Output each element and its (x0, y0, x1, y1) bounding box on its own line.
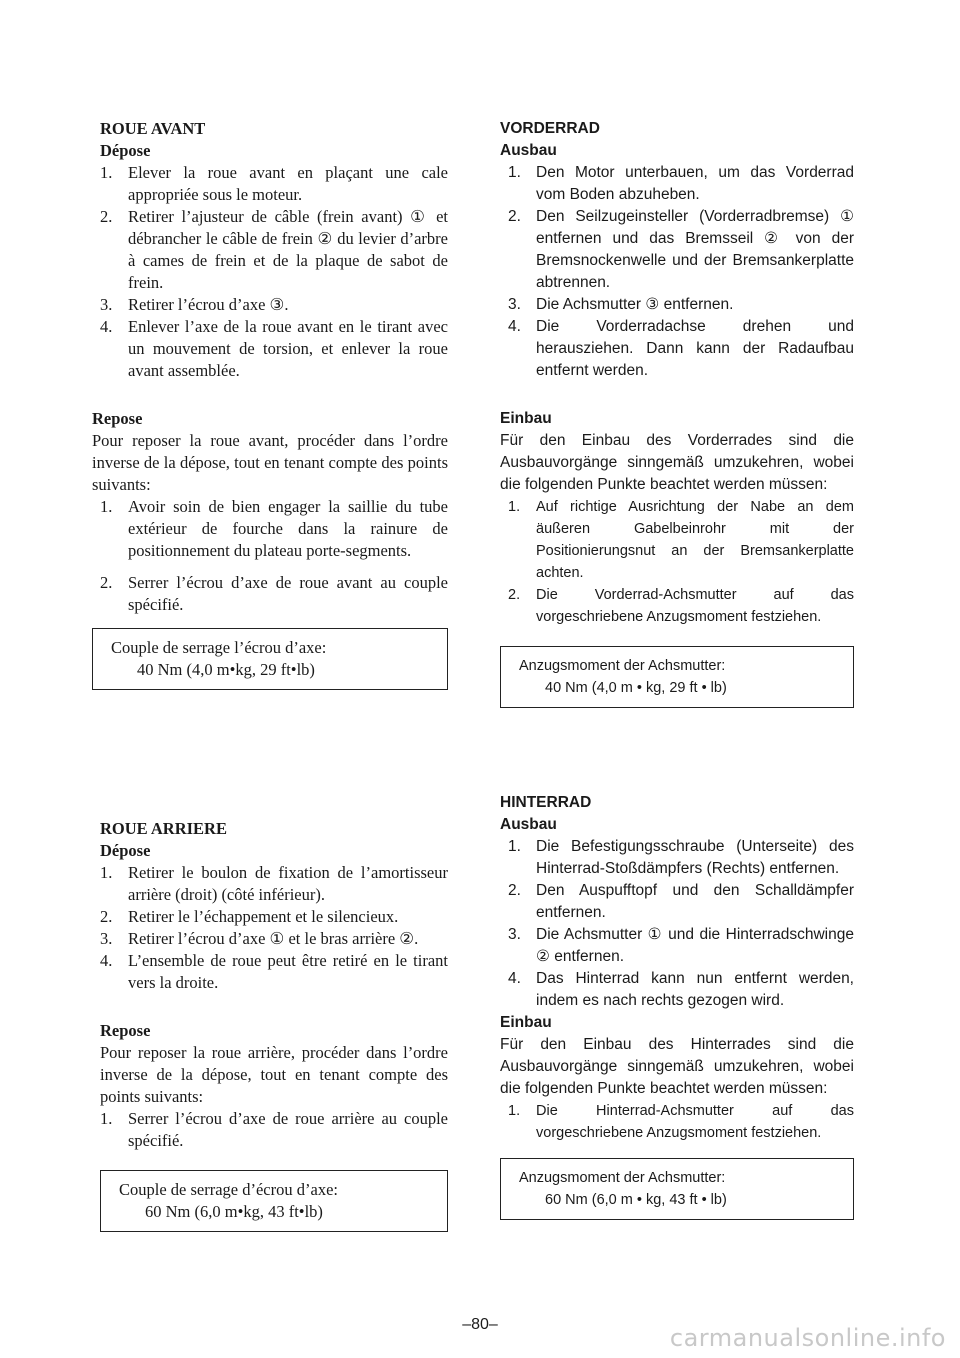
step-text: Den Seilzugeinsteller (Vorderradbremse) ① entfernen und das Bremsseil ② von der Bremsnockenwelle und der Bremsankerplatte abtrennen. (536, 208, 854, 291)
torque-label: Couple de serrage l’écrou d’axe: (111, 638, 327, 657)
torque-spec-box (100, 1170, 448, 1232)
de-front-section (500, 118, 854, 708)
step-number: 2. (100, 573, 113, 592)
install-heading: Repose (92, 409, 143, 428)
step-number: 1. (100, 497, 113, 516)
install-heading: Einbau (500, 1014, 552, 1031)
torque-spec-box (92, 628, 448, 690)
step-text: Retirer le l’échappement et le silencieux. (128, 907, 399, 926)
step-number: 1. (100, 1109, 113, 1128)
removal-heading: Ausbau (500, 816, 557, 833)
step-text: Serrer l’écrou d’axe de roue arrière au couple spécifié. (128, 1109, 448, 1150)
step-text: Die Vorderradachse drehen und herausziehen. Dann kann der Radaufbau entfernt werden. (536, 318, 854, 379)
step-number: 1. (508, 499, 521, 515)
step-text: Den Auspufftopf und den Schalldämpfer entfernen. (536, 882, 854, 921)
torque-value: 60 Nm (6,0 m•kg, 43 ft•lb) (145, 1202, 323, 1221)
step-text: Retirer l’ajusteur de câble (frein avant) ① et débrancher le câble de frein ② du levier d’arbre à cames de frein et de la plaque de sabot de frein. (128, 207, 448, 292)
step-text: Das Hinterrad kann nun entfernt werden, indem es nach rechts gezogen wird. (536, 970, 854, 1009)
list-item (92, 294, 448, 316)
torque-value: 60 Nm (6,0 m • kg, 43 ft • lb) (545, 1192, 727, 1208)
removal-heading: Dépose (100, 141, 151, 160)
list-item (500, 836, 854, 880)
list-item (92, 206, 448, 294)
install-intro: Pour reposer la roue arrière, procéder dans l’ordre inverse de la dépose, tout en tenant compte des points suivants: (100, 1043, 448, 1106)
fr-front-section (92, 118, 448, 690)
step-number: 2. (100, 907, 113, 926)
step-number: 2. (508, 882, 521, 899)
removal-heading: Ausbau (500, 142, 557, 159)
list-item (500, 316, 854, 382)
list-item (500, 162, 854, 206)
step-text: Auf richtige Ausrichtung der Nabe an dem äußeren Gabelbeinrohr mit der Positionierungsnut an der Bremsankerplatte achten. (536, 499, 854, 581)
list-item (500, 584, 854, 628)
step-text: Die Hinterrad-Achsmutter auf das vorgeschriebene Anzugsmoment festziehen. (536, 1103, 854, 1141)
list-item (92, 862, 448, 906)
list-item (92, 162, 448, 206)
step-text: Retirer l’écrou d’axe ① et le bras arrière ②. (128, 929, 419, 948)
step-number: 1. (100, 163, 113, 182)
step-number: 1. (100, 863, 113, 882)
install-heading: Einbau (500, 410, 552, 427)
torque-label: Anzugsmoment der Achsmutter: (519, 1170, 726, 1186)
step-number: 3. (100, 929, 113, 948)
list-item (500, 924, 854, 968)
list-item (500, 1100, 854, 1144)
section-title: VORDERRAD (500, 120, 600, 137)
step-number: 4. (100, 317, 113, 336)
install-intro: Für den Einbau des Vorderrades sind die Ausbauvorgänge sinngemäß umzukehren, wobei die folgenden Punkte beachtet werden müssen: (500, 432, 854, 493)
step-text: Den Motor unterbauen, um das Vorderrad vom Boden abzuheben. (536, 164, 854, 203)
torque-label: Anzugsmoment der Achsmutter: (519, 658, 726, 674)
section-title: ROUE ARRIERE (100, 819, 227, 838)
step-number: 1. (508, 1103, 521, 1119)
step-number: 2. (508, 587, 521, 603)
step-text: L’ensemble de roue peut être retiré en le tirant vers la droite. (128, 951, 448, 992)
list-item (92, 950, 448, 994)
list-item (500, 880, 854, 924)
step-text: Die Vorderrad-Achsmutter auf das vorgeschriebene Anzugsmoment festziehen. (536, 587, 854, 625)
list-item (92, 316, 448, 382)
removal-steps (92, 162, 448, 382)
install-steps (92, 496, 448, 616)
install-steps (500, 1100, 854, 1144)
step-number: 3. (100, 295, 113, 314)
list-item (500, 294, 854, 316)
step-text: Avoir soin de bien engager la saillie du tube extérieur de fourche dans la rainure de positionnement du plateau porte-segments. (128, 497, 448, 560)
list-item (92, 928, 448, 950)
fr-rear-section (92, 818, 448, 1232)
list-item (92, 906, 448, 928)
removal-steps (500, 162, 854, 382)
torque-spec-box (500, 646, 854, 708)
step-text: Elever la roue avant en plaçant une cale appropriée sous le moteur. (128, 163, 448, 204)
install-steps (92, 1108, 448, 1152)
install-intro: Pour reposer la roue avant, procéder dans l’ordre inverse de la dépose, tout en tenant compte des points suivants: (92, 431, 448, 494)
list-item (92, 572, 448, 616)
step-number: 3. (508, 926, 521, 943)
torque-spec-box (500, 1158, 854, 1220)
install-steps (500, 496, 854, 628)
torque-value: 40 Nm (4,0 m•kg, 29 ft•lb) (137, 660, 315, 679)
list-item (500, 206, 854, 294)
removal-steps (500, 836, 854, 1012)
removal-steps (92, 862, 448, 994)
list-item (500, 496, 854, 584)
step-text: Die Achsmutter ① und die Hinterradschwinge ② entfernen. (536, 926, 854, 965)
step-text: Die Befestigungsschraube (Unterseite) des Hinterrad-Stoßdämpfers (Rechts) entfernen. (536, 838, 854, 877)
page-number: –80– (462, 1316, 498, 1333)
watermark: carmanualsonline.info (669, 1324, 946, 1352)
step-number: 1. (508, 164, 521, 181)
install-intro: Für den Einbau des Hinterrades sind die Ausbauvorgänge sinngemäß umzukehren, wobei die folgenden Punkte beachtet werden müssen: (500, 1036, 854, 1097)
step-text: Serrer l’écrou d’axe de roue avant au couple spécifié. (128, 573, 448, 614)
step-text: Die Achsmutter ③ entfernen. (536, 296, 734, 313)
list-item (500, 968, 854, 1012)
step-number: 3. (508, 296, 521, 313)
step-text: Retirer le boulon de fixation de l’amortisseur arrière (droit) (côté inférieur). (128, 863, 448, 904)
step-number: 2. (100, 207, 113, 226)
step-number: 4. (508, 970, 521, 987)
list-item (92, 496, 448, 562)
removal-heading: Dépose (100, 841, 151, 860)
section-title: HINTERRAD (500, 794, 592, 811)
list-item (92, 1108, 448, 1152)
step-number: 2. (508, 208, 521, 225)
step-number: 4. (100, 951, 113, 970)
step-text: Enlever l’axe de la roue avant en le tirant avec un mouvement de torsion, et enlever la roue avant assemblée. (128, 317, 448, 380)
de-rear-section (500, 792, 854, 1220)
install-heading: Repose (100, 1021, 151, 1040)
torque-label: Couple de serrage d’écrou d’axe: (119, 1180, 338, 1199)
torque-value: 40 Nm (4,0 m • kg, 29 ft • lb) (545, 680, 727, 696)
section-title: ROUE AVANT (100, 119, 206, 138)
step-number: 1. (508, 838, 521, 855)
step-number: 4. (508, 318, 521, 335)
step-text: Retirer l’écrou d’axe ③. (128, 295, 289, 314)
